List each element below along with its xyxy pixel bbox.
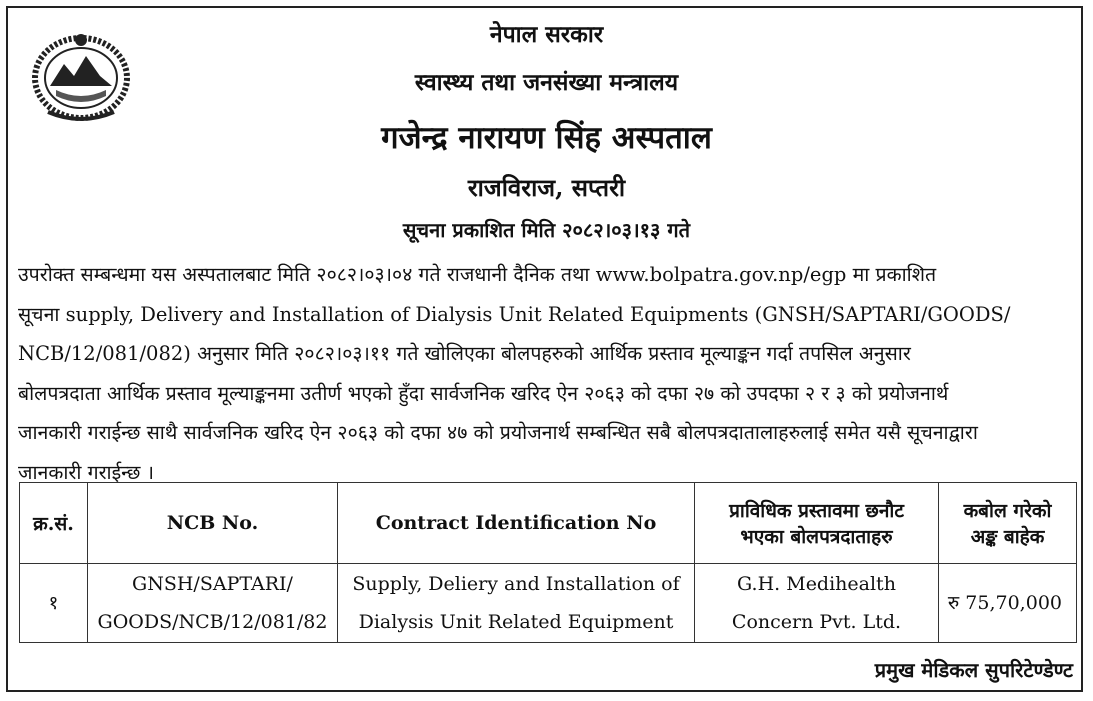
ministry-title: स्वास्थ्य तथा जनसंख्या मन्त्रालय xyxy=(414,69,679,96)
table-row xyxy=(20,564,1077,643)
cell-bidder xyxy=(695,564,939,643)
column-header-selected-bidders xyxy=(695,483,939,564)
cell-line: Dialysis Unit Related Equipment xyxy=(358,611,674,633)
header-line: भएका बोलपत्रदाताहरु xyxy=(740,526,893,548)
cell-amount: रु 75,70,000 xyxy=(939,564,1077,643)
column-header-contract: Contract Identification No xyxy=(338,483,695,564)
header-line: कबोल गरेको xyxy=(963,500,1052,522)
hospital-title: गजेन्द्र नारायण सिंह अस्पताल xyxy=(381,120,712,156)
cell-line: GOODS/NCB/12/081/82 xyxy=(97,611,328,633)
cell-line: G.H. Medihealth xyxy=(737,573,896,595)
column-header-amount xyxy=(939,483,1077,564)
notice-line: जानकारी गराईन्छ साथै सार्वजनिक खरिद ऐन २०६३ को दफा ४७ को प्रयोजनार्थ सम्बन्धित सबै बोलपत्रदातालाहरुलाई समेत यसै सूचनाद्वारा xyxy=(18,421,978,444)
cell-contract xyxy=(338,564,695,643)
column-header-ncb: NCB No. xyxy=(88,483,338,564)
government-title: नेपाल सरकार xyxy=(489,21,604,48)
header-line: अङ्क बाहेक xyxy=(970,526,1045,548)
notice-line: जानकारी गराईन्छ । xyxy=(18,460,155,484)
published-date: सूचना प्रकाशित मिति २०८२।०३।१३ गते xyxy=(402,218,691,242)
table-header-row xyxy=(20,483,1077,564)
signature-title: प्रमुख मेडिकल सुपरिटेण्डेण्ट xyxy=(874,658,1073,682)
cell-ncb xyxy=(88,564,338,643)
cell-line: GNSH/SAPTARI/ xyxy=(132,573,293,595)
notice-line: NCB/12/081/082) अनुसार मिति २०८२।०३।११ गते खोलिएका बोलपहरुको आर्थिक प्रस्ताव मूल्याङ्कन गर्दा तपसिल अनुसार xyxy=(18,342,911,365)
bidder-table xyxy=(19,482,1077,643)
notice-line: बोलपत्रदाता आर्थिक प्रस्ताव मूल्याङ्कनमा उतीर्ण भएको हुँदा सार्वजनिक खरिद ऐन २०६३ को दफा २७ को उपदफा २ र ३ को प्रयोजनार्थ xyxy=(18,381,949,405)
notice-line: उपरोक्त सम्बन्धमा यस अस्पतालबाट मिति २०८२।०३।०४ गते राजधानी दैनिक तथा www.bolpatra.gov.np/egp मा प्रकाशित xyxy=(18,263,937,286)
location-title: राजविराज, सप्तरी xyxy=(467,173,626,202)
cell-line: Concern Pvt. Ltd. xyxy=(731,611,902,633)
header-line: प्राविधिक प्रस्तावमा छनौट xyxy=(729,500,904,522)
column-header-sn: क्र.सं. xyxy=(20,483,88,564)
notice-body xyxy=(18,255,1074,492)
notice-line: सूचना supply, Delivery and Installation of Dialysis Unit Related Equipments (GNSH/SAPTARI/GOODS/ xyxy=(18,302,1011,326)
cell-sn: १ xyxy=(20,564,88,643)
cell-line: Supply, Deliery and Installation of xyxy=(352,573,680,595)
